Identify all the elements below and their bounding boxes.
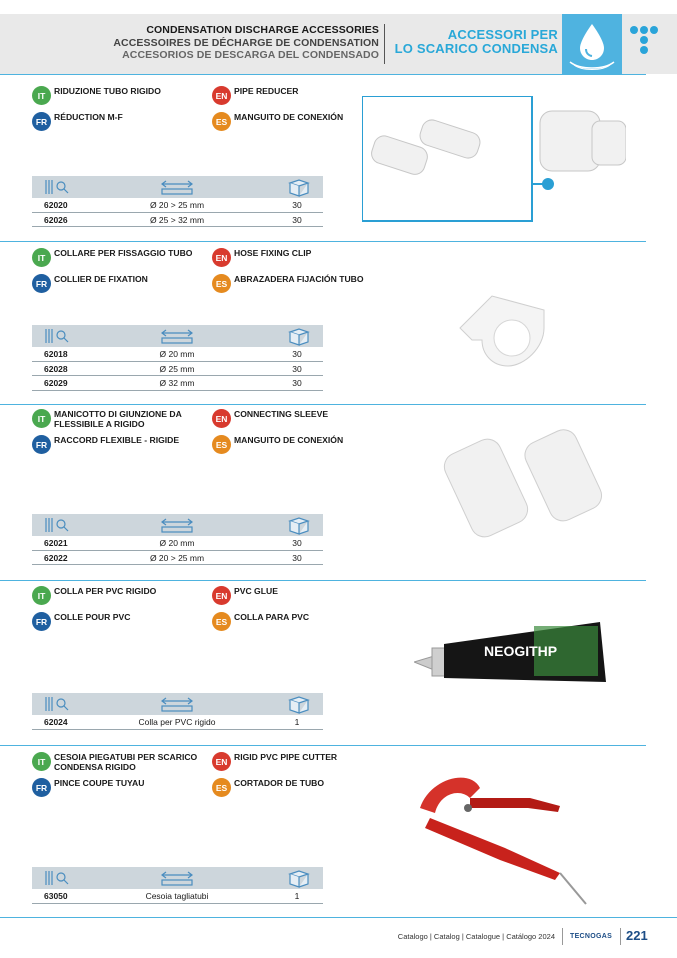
lang-es-label bbox=[212, 778, 394, 797]
table-row bbox=[32, 198, 323, 213]
lang-es-badge: ES bbox=[212, 274, 231, 293]
lang-es-badge: ES bbox=[212, 112, 231, 131]
table-header bbox=[32, 325, 323, 347]
table-row bbox=[32, 551, 323, 566]
lang-en-badge: EN bbox=[212, 248, 231, 267]
title-main: CONDENSATION DISCHARGE ACCESSORIES bbox=[146, 24, 379, 36]
product-name-fr: RACCORD FLEXIBLE - RIGIDE bbox=[54, 435, 180, 445]
dimension-column-icon bbox=[160, 517, 194, 538]
item-code: 62028 bbox=[44, 363, 68, 374]
lang-fr-badge: FR bbox=[32, 778, 51, 797]
lang-it-badge: IT bbox=[32, 248, 51, 267]
lang-en-badge: EN bbox=[212, 86, 231, 105]
item-code: 63050 bbox=[44, 891, 68, 901]
item-code: 62021 bbox=[44, 538, 68, 548]
item-quantity: 1 bbox=[294, 891, 300, 901]
product-name-it: RIDUZIONE TUBO RIGIDO bbox=[54, 86, 161, 96]
product-name-fr: COLLIER DE FIXATION bbox=[54, 274, 148, 284]
product-name-en: RIGID PVC PIPE CUTTER bbox=[234, 752, 338, 762]
lang-fr-badge: FR bbox=[32, 112, 51, 131]
accent-line-1: ACCESSORI PER bbox=[447, 27, 558, 42]
lang-fr-label bbox=[32, 112, 214, 131]
product-name-en: CONNECTING SLEEVE bbox=[234, 409, 329, 419]
lang-it-badge: IT bbox=[32, 86, 51, 105]
title-es: ACCESORIOS DE DESCARGA DEL CONDENSADO bbox=[122, 49, 379, 61]
product-name-fr: COLLE POUR PVC bbox=[54, 612, 131, 622]
footer-catalog: Catalogo | Catalog | Catalogue | Catálogo 2024 bbox=[397, 932, 555, 941]
lang-en-label bbox=[212, 586, 394, 605]
lang-it-badge: IT bbox=[32, 752, 51, 771]
table-row bbox=[32, 376, 323, 391]
lang-es-badge: ES bbox=[212, 778, 231, 797]
item-code: 62026 bbox=[44, 214, 68, 225]
header-separator bbox=[384, 24, 385, 64]
lang-it-label bbox=[32, 248, 214, 267]
item-quantity: 30 bbox=[292, 214, 302, 225]
item-dimension: Ø 20 mm bbox=[159, 538, 195, 548]
lang-es-label bbox=[212, 435, 394, 454]
table-row bbox=[32, 347, 323, 362]
item-quantity: 30 bbox=[292, 200, 302, 210]
table-row bbox=[32, 889, 323, 904]
item-dimension: Ø 25 mm bbox=[159, 363, 195, 374]
page-number: 221 bbox=[626, 928, 648, 943]
accent-line-2: LO SCARICO CONDENSA bbox=[394, 41, 558, 56]
lang-fr-label bbox=[32, 435, 214, 454]
lang-fr-badge: FR bbox=[32, 274, 51, 293]
footer-rule bbox=[0, 917, 677, 918]
product-name-en: PIPE REDUCER bbox=[234, 86, 299, 96]
product-name-it: CESOIA PIEGATUBI PER SCARICO CONDENSA RIGIDO bbox=[54, 752, 198, 772]
item-quantity: 1 bbox=[294, 717, 300, 727]
product-name-es: ABRAZADERA FIJACIÓN TUBO bbox=[234, 274, 364, 284]
lang-fr-badge: FR bbox=[32, 612, 51, 631]
glue-brand-label: NEOGITHP bbox=[484, 643, 558, 659]
product-table bbox=[32, 693, 323, 730]
table-header bbox=[32, 514, 323, 536]
product-name-es: CORTADOR DE TUBO bbox=[234, 778, 325, 788]
lang-es-badge: ES bbox=[212, 612, 231, 631]
section-rule bbox=[0, 404, 646, 405]
lang-it-badge: IT bbox=[32, 586, 51, 605]
product-image-reducer bbox=[362, 96, 626, 224]
lang-en-badge: EN bbox=[212, 586, 231, 605]
product-name-it: MANICOTTO DI GIUNZIONE DA FLESSIBILE A RIGIDO bbox=[54, 409, 182, 429]
lang-en-badge: EN bbox=[212, 752, 231, 771]
item-dimension: Cesoia tagliatubi bbox=[145, 891, 209, 901]
table-row bbox=[32, 362, 323, 377]
lang-en-label bbox=[212, 409, 394, 428]
lang-fr-label bbox=[32, 612, 214, 631]
water-drop-icon bbox=[562, 14, 622, 74]
item-dimension: Ø 20 > 25 mm bbox=[149, 200, 205, 210]
lang-es-label bbox=[212, 612, 394, 631]
title-fr: ACCESSOIRES DE DÉCHARGE DE CONDENSATION bbox=[113, 36, 379, 49]
lang-it-label bbox=[32, 86, 214, 105]
table-row bbox=[32, 536, 323, 551]
product-image-sleeve bbox=[436, 428, 616, 538]
item-quantity: 30 bbox=[292, 378, 302, 388]
item-quantity: 30 bbox=[292, 349, 302, 359]
item-quantity: 30 bbox=[292, 552, 302, 563]
lang-fr-label bbox=[32, 778, 214, 797]
table-header bbox=[32, 867, 323, 889]
lang-it-label bbox=[32, 586, 214, 605]
product-table bbox=[32, 176, 323, 227]
item-quantity: 30 bbox=[292, 538, 302, 548]
lang-fr-label bbox=[32, 274, 214, 293]
dimension-column-icon bbox=[160, 328, 194, 349]
product-name-es: MANGUITO DE CONEXIÓN bbox=[234, 435, 344, 445]
product-name-es: COLLA PARA PVC bbox=[234, 612, 310, 622]
item-code: 62020 bbox=[44, 200, 68, 210]
product-name-es: MANGUITO DE CONEXIÓN bbox=[234, 112, 344, 122]
code-column-icon bbox=[44, 179, 70, 200]
product-name-it: COLLA PER PVC RIGIDO bbox=[54, 586, 157, 596]
product-image-cutter bbox=[410, 768, 590, 908]
section-rule bbox=[0, 580, 646, 581]
footer-separator bbox=[562, 928, 563, 945]
product-table bbox=[32, 867, 323, 904]
item-quantity: 30 bbox=[292, 363, 302, 374]
item-code: 62024 bbox=[44, 717, 68, 727]
header-titles bbox=[113, 24, 379, 62]
code-column-icon bbox=[44, 696, 70, 717]
item-dimension: Ø 32 mm bbox=[159, 378, 195, 388]
header-rule bbox=[0, 74, 646, 75]
item-code: 62018 bbox=[44, 349, 68, 359]
table-header bbox=[32, 176, 323, 198]
section-rule bbox=[0, 241, 646, 242]
product-name-fr: PINCE COUPE TUYAU bbox=[54, 778, 145, 788]
footer-brand: TECNOGAS bbox=[570, 933, 613, 940]
table-header bbox=[32, 693, 323, 715]
code-column-icon bbox=[44, 328, 70, 349]
product-name-en: PVC GLUE bbox=[234, 586, 278, 596]
lang-en-badge: EN bbox=[212, 409, 231, 428]
footer-separator-2 bbox=[620, 928, 621, 945]
product-table bbox=[32, 325, 323, 391]
lang-en-label bbox=[212, 248, 394, 267]
lang-it-label bbox=[32, 409, 214, 429]
lang-it-label bbox=[32, 752, 214, 772]
table-row bbox=[32, 715, 323, 730]
item-dimension: Ø 20 > 25 mm bbox=[149, 552, 205, 563]
item-code: 62029 bbox=[44, 378, 68, 388]
item-dimension: Ø 20 mm bbox=[159, 349, 195, 359]
product-name-en: HOSE FIXING CLIP bbox=[234, 248, 312, 258]
lang-en-label bbox=[212, 752, 394, 771]
dimension-column-icon bbox=[160, 870, 194, 891]
product-image-clip bbox=[452, 288, 552, 378]
item-code: 62022 bbox=[44, 552, 68, 563]
section-rule bbox=[0, 745, 646, 746]
lang-es-badge: ES bbox=[212, 435, 231, 454]
table-row bbox=[32, 213, 323, 228]
code-column-icon bbox=[44, 517, 70, 538]
product-image-glue bbox=[414, 620, 610, 690]
item-dimension: Colla per PVC rigido bbox=[138, 717, 216, 727]
product-table bbox=[32, 514, 323, 565]
header-accent-title bbox=[395, 28, 558, 56]
item-dimension: Ø 25 > 32 mm bbox=[149, 214, 205, 225]
dimension-column-icon bbox=[160, 179, 194, 200]
code-column-icon bbox=[44, 870, 70, 891]
product-name-fr: RÉDUCTION M-F bbox=[54, 112, 123, 122]
product-name-it: COLLARE PER FISSAGGIO TUBO bbox=[54, 248, 193, 258]
lang-fr-badge: FR bbox=[32, 435, 51, 454]
dimension-column-icon bbox=[160, 696, 194, 717]
lang-it-badge: IT bbox=[32, 409, 51, 428]
lang-es-label bbox=[212, 274, 394, 293]
